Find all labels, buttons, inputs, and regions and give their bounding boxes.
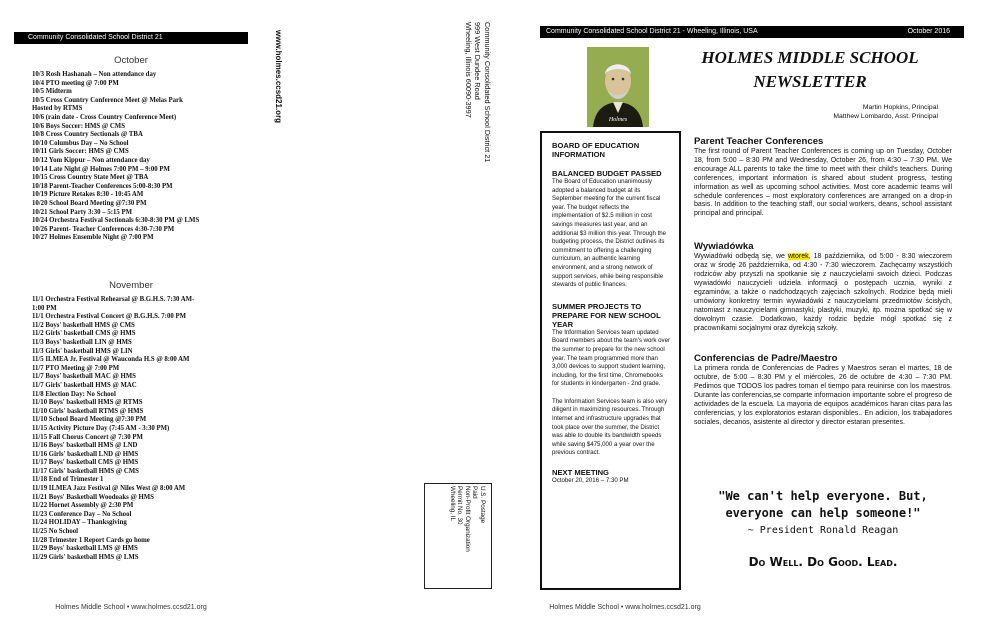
spanish-body: La primera ronda de Conferencias de Padres y Maestros seran el martes, 18 de octubre, de 5:00 – 8:30 PM y el miércoles, 26 de octubre de 4:30 – 7:30 PM. Pedimos que TODOS los padres toman el tiempo para reuinirse con los maestros. Durante las conferencias,se comparte informacion importante sobre el progreso de actividades de la escuela. La mayoria de equipos académicos haran citas para las conferencias, y los exploratorios estaran disponibles.. En adicion, los trabajadores sociales, decanos, asistente al director y director estaran presentes. [694, 365, 952, 426]
right-header-bar [540, 26, 964, 38]
calendar-event: 10/18 Parent-Teacher Conferences 5:00-8:30 PM [32, 182, 173, 190]
main-articles [694, 136, 952, 428]
calendar-event: 10/6 (rain date - Cross Country Conference Meet) [32, 113, 177, 121]
calendar-event: 11/18 End of Trimester 1 [32, 476, 104, 484]
postage-line: U.S. Postage [479, 486, 486, 524]
ptc-heading: Parent Teacher Conferences [694, 136, 824, 147]
staff-block [760, 103, 938, 121]
calendar-event: 11/17 Girls' basketball HMS @ CMS [32, 467, 139, 475]
october-events-list [32, 71, 272, 243]
portrait-illustration [587, 47, 649, 127]
calendar-event: 10/26 Parent- Teacher Conferences 4:30-7:30 PM [32, 225, 175, 233]
right-header-text: Community Consolidated School District 21 - Wheeling, Illinois, USA [546, 28, 758, 35]
calendar-event: 11/2 Boys' basketball HMS @ CMS [32, 321, 135, 329]
return-address-line: 999 West Dundee Road [473, 22, 483, 100]
portrait-image [587, 47, 649, 127]
calendar-event: 11/24 HOLIDAY – Thanksgiving [32, 519, 127, 527]
board-info-heading: BOARD OF EDUCATION INFORMATION [552, 141, 640, 159]
calendar-event: 10/10 Columbus Day – No School [32, 139, 129, 147]
calendar-event: 10/20 School Board Meeting @7:30 PM [32, 199, 147, 207]
return-address-line: Wheeling, Illinois 60090-3997 [464, 22, 473, 118]
calendar-event: 10/11 Girls Soccer: HMS @ CMS [32, 148, 129, 156]
calendar-event: 11/1 Orchestra Festival Rehearsal @ B.G.H.S. 7:30 AM- [32, 296, 195, 303]
summer-body-2: The Information Services team is also very diligent in maximizing resources. Through Internet and infrastructure upgrades that took place over the summer, the District was able to double its bandwidth speeds while saving $475,000 a year over the previous contract. [552, 397, 668, 457]
calendar-event: 11/3 Girls' basketball HMS @ LIN [32, 347, 133, 355]
polish-body [694, 253, 952, 333]
calendar-event: 1:00 PM [32, 304, 57, 312]
calendar-event: 11/10 School Board Meeting @7:30 PM [32, 416, 147, 424]
calendar-event: 11/3 Boys' basketball LIN @ HMS [32, 338, 132, 346]
calendar-event: 11/29 Boys' basketball LMS @ HMS [32, 545, 138, 553]
calendar-event: 11/7 PTO Meeting @ 7:00 PM [32, 364, 120, 372]
title-line-2: NEWSLETTER [753, 72, 867, 91]
school-motto: Do Well. Do Good. Lead. [748, 555, 898, 569]
title-line-1: HOLMES MIDDLE SCHOOL [701, 48, 919, 67]
calendar-event: 11/25 No School [32, 528, 79, 536]
budget-heading: BALANCED BUDGET PASSED [552, 169, 662, 178]
calendar-event: 11/23 Conference Day – No School [32, 510, 132, 518]
calendar-event: 11/7 Girls' basketball HMS @ MAC [32, 381, 137, 389]
right-header-date: October 2016 [907, 28, 950, 35]
quote-line-1: "We can't help everyone. But, [718, 489, 928, 503]
polish-body-start: Wywiadówki odbędą się, we [694, 253, 788, 261]
left-header-text: Community Consolidated School District 21 [28, 34, 163, 41]
next-meeting-body: October 20, 2016 – 7:30 PM [552, 477, 629, 485]
calendar-event: 10/5 Cross Country Conference Meet @ Melas Park [32, 96, 183, 104]
portrait-caption: Holmes [608, 117, 628, 123]
calendar-event: 11/22 Hornet Assembly @ 2:30 PM [32, 502, 134, 510]
calendar-event: 11/10 Boys' basketball HMS @ RTMS [32, 399, 143, 407]
polish-heading: Wywiadówka [694, 241, 754, 253]
principal-name: Martin Hopkins, Principal [862, 104, 938, 111]
summer-heading: SUMMER PROJECTS TO PREPARE FOR NEW SCHOOL YEAR [552, 301, 661, 329]
calendar-event: 10/21 School Party 3:30 – 5:15 PM [32, 208, 133, 216]
calendar-event: 10/19 Picture Retakes 8:30 - 10:45 AM [32, 191, 144, 199]
polish-body-rest: , 18 października, od 5:00 - 8:30 wieczorem oraz w środę 26 października, od 4:30 - 7:30 wieczorem. Zachęcamy wszystkich rodziców aby przyszli na spotkanie się z nauczycielami swoich dzieci. Podczas wywiadówki nauczycieli udziela informacji o postępach ucznia, wyniki z egzaminów, a także o nadchodzących zajęciach szkolnych. Rodzice będą mieli umówiony konkretny termin wywiadówki z nauczycielami przedmiotów ścisłych, natomiast z nauczycielami gimnastyki, plastyki, muzyki, itp. można spotkać się w dowolnym czasie. Dodatkowo, każdy rodzic będzie mógł spotkać się z pracownikami socjalnymi oraz dyrekcją szkoły. [694, 253, 952, 332]
budget-body: The Board of Education unanimously adopted a balanced budget at its September meeting for the current fiscal year. The budget reflects the implementation of $2.5 million in cost savings measures last year, and an additional $3 million this year. Through the budgeting process, the District outlines its commitment to offering a challenging curriculum, an authentic learning environment, and a strong network of support services, while being responsible stewards of public finances. [552, 178, 667, 289]
quote-line-2: everyone can help someone!" [725, 506, 921, 520]
left-footer: Holmes Middle School • www.holmes.ccsd21.org [55, 604, 207, 611]
calendar-event: 10/27 Holmes Ensemble Night @ 7:00 PM [32, 234, 154, 242]
calendar-event: 11/16 Girls' basketball LND @ HMS [32, 450, 139, 458]
left-header-bar [14, 32, 248, 44]
postage-line: Permit No. 30 [456, 486, 464, 525]
right-footer: Holmes Middle School • www.holmes.ccsd21.org [549, 604, 701, 611]
vertical-url: www.holmes.ccsd21.org [274, 30, 283, 124]
calendar-event: 11/1 Orchestra Festival Concert @ B.G.H.S. 7:00 PM [32, 313, 187, 321]
calendar-event: 10/5 Midterm [32, 88, 72, 96]
calendar-event: 11/28 Trimester 1 Report Cards go home [32, 536, 150, 544]
calendar-event: 11/15 Activity Picture Day (7:45 AM - 3:30 PM) [32, 424, 170, 432]
quote-block [694, 488, 952, 539]
calendar-event: 11/29 Girls' basketball HMS @ LMS [32, 553, 139, 561]
postage-line: Paid [471, 486, 479, 499]
spanish-heading: Conferencias de Padre/Maestro [694, 353, 838, 365]
calendar-event: 10/3 Rosh Hashanah – Non attendance day [32, 71, 157, 78]
calendar-event: 10/14 Late Night @ Holmes 7:00 PM – 9:00 PM [32, 165, 170, 173]
calendar-event: 11/21 Boys' Basketball Woodoaks @ HMS [32, 493, 154, 501]
calendar-event: 11/17 Boys' basketball CMS @ HMS [32, 459, 139, 467]
calendar-event: 10/8 Cross Country Sectionals @ TBA [32, 131, 143, 139]
calendar-event: 10/12 Yom Kippur – Non attendance day [32, 156, 150, 164]
postage-line: Wheeling, IL [448, 486, 456, 522]
highlighted-word: wtorek [787, 253, 809, 261]
calendar-event: 11/7 Boys' basketball MAC @ HMS [32, 373, 136, 381]
newsletter-title [660, 46, 960, 94]
calendar-event: Hosted by RTMS [32, 105, 83, 113]
postage-text [448, 486, 486, 552]
postage-line: Non-Profit Organization [463, 486, 471, 552]
quote-attribution: ~ President Ronald Reagan [747, 525, 899, 536]
calendar-event: 11/10 Girls' basketball RTMS @ HMS [32, 407, 144, 415]
calendar-event: 11/16 Boys' basketball HMS @ LND [32, 442, 138, 450]
october-title: October [114, 55, 148, 66]
next-meeting-heading: NEXT MEETING [552, 468, 609, 478]
calendar-event: 10/15 Cross Country State Meet @ TBA [32, 174, 149, 182]
november-title: November [109, 280, 153, 291]
summer-body-1: The Information Services team updated Board members about the team's work over the summer to prepare for the new school year. The team programmed more than 3,000 devices to support student learning, including, for the first time, Chromebooks for students in kindergarten - 2nd grade. [552, 328, 671, 388]
calendar-event: 11/8 Election Day: No School [32, 390, 116, 398]
calendar-event: 11/19 ILMEA Jazz Festival @ Niles West @ 8:00 AM [32, 485, 186, 493]
return-address [464, 22, 493, 162]
calendar-event: 10/24 Orchestra Festival Sectionals 6:30-8:30 PM @ LMS [32, 217, 200, 225]
november-events-list [32, 296, 272, 562]
calendar-event: 10/6 Boys Soccer: HMS @ CMS [32, 122, 125, 130]
calendar-event: 11/5 ILMEA Jr. Festival @ Wauconda H.S @ 8:00 AM [32, 356, 190, 364]
calendar-event: 11/2 Girls' basketball CMS @ HMS [32, 330, 136, 338]
calendar-event: 10/4 PTO meeting @ 7:00 PM [32, 79, 119, 87]
return-address-line: Community Consolidated School District 21 [483, 22, 492, 163]
calendar-event: 11/15 Fall Chorus Concert @ 7:30 PM [32, 433, 143, 441]
board-info-box [540, 131, 681, 590]
ptc-body: The first round of Parent Teacher Conferences is coming up on Tuesday, October 18, from 5:00 – 8:30 PM and Wednesday, October 26, from 4:30 – 7:30 PM. We encourage ALL parents to take the time to meet with their child's teachers. During conferences, important information is shared about student progress, testing information as well as upcoming school activities. Most core academic teams will schedule conferences – most exploratory conferences are arranged on a drop-in basis. In addition to the teaching staff, our social workers, deans, school assistant principal and principal. [694, 148, 952, 218]
asst-principal-name: Matthew Lombardo, Asst. Principal [833, 113, 938, 120]
